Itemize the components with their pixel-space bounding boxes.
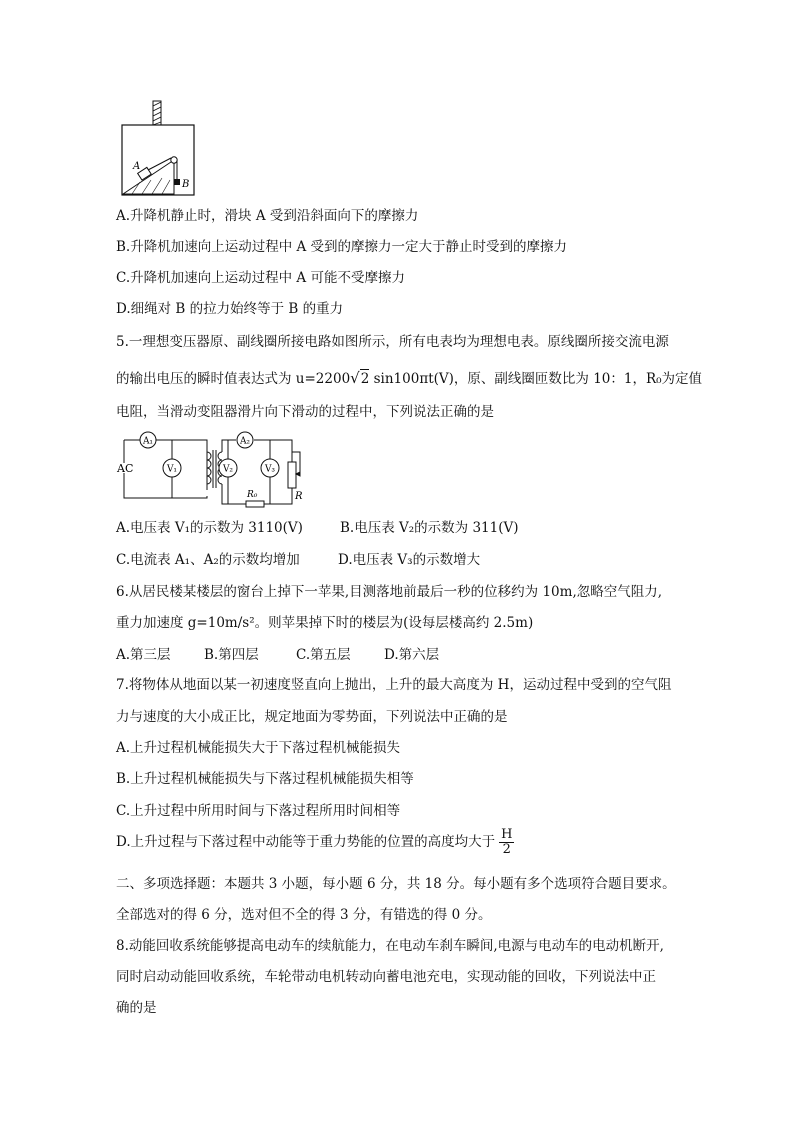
q6-option-d: D.第六层 <box>384 647 440 663</box>
incline <box>123 160 174 194</box>
q8-stem-line2: 同时启动动能回收系统，车轮带动电机转动向蓄电池充电，实现动能的回收，下列说法中正 <box>116 969 656 985</box>
q5-stem-line2: 的输出电压的瞬时值表达式为 u=2200√2 sin100πt(V)，原、副线圈匝数比为 10：1，R₀为定值 <box>116 369 703 387</box>
q5-option-d: D.电压表 V₃的示数增大 <box>338 552 481 568</box>
q7-stem-line2: 力与速度的大小成正比，规定地面为零势面，下列说法中正确的是 <box>116 709 508 725</box>
q5-stem-line3: 电阻，当滑动变阻器滑片向下滑动的过程中，下列说法正确的是 <box>116 404 494 420</box>
q4-option-b: B.升降机加速向上运动过程中 A 受到的摩擦力一定大于静止时受到的摩擦力 <box>116 239 568 255</box>
voltmeter-v1 <box>163 459 181 477</box>
q7-option-a: A.上升过程机械能损失大于下落过程机械能损失 <box>116 740 401 756</box>
q5-option-a: A.电压表 V₁的示数为 3110(V) <box>116 520 303 536</box>
fraction-denominator: 2 <box>502 842 511 857</box>
q5-stem-line2-pre: 的输出电压的瞬时值表达式为 u=2200 <box>116 371 351 387</box>
q6-option-b: B.第四层 <box>204 647 259 663</box>
q6-option-a: A.第三层 <box>116 647 171 663</box>
q7-stem-line1: 7.将物体从地面以某一初速度竖直向上抛出，上升的最大高度为 H，运动过程中受到的空气阻 <box>116 677 672 693</box>
q5-stem-line2-post: sin100πt(V)，原、副线圈匝数比为 10：1，R₀为定值 <box>373 371 703 387</box>
q7-option-d <box>116 828 514 857</box>
q5-stem-line1: 5.一理想变压器原、副线圈所接电路如图所示，所有电表均为理想电表。原线圈所接交流电源 <box>116 334 669 350</box>
svg-text:A₁: A₁ <box>142 436 154 447</box>
elevator-figure <box>118 100 200 198</box>
q5-options-row2 <box>116 551 480 569</box>
ammeter-a1 <box>140 432 156 448</box>
sqrt-value: 2 <box>360 371 370 387</box>
q4-option-a: A.升降机静止时，滑块 A 受到沿斜面向下的摩擦力 <box>116 208 419 224</box>
voltmeter-v2 <box>219 459 237 477</box>
q6-options <box>116 646 439 664</box>
q5-options-row1 <box>116 519 519 537</box>
ac-source-label: AC <box>117 462 134 475</box>
r-label: R <box>295 491 303 502</box>
q4-option-c: C.升降机加速向上运动过程中 A 可能不受摩擦力 <box>116 270 405 286</box>
fraction-h-over-2 <box>499 828 514 857</box>
fraction-numerator: H <box>501 827 513 842</box>
pulley <box>171 157 177 163</box>
svg-text:V₂: V₂ <box>222 464 234 475</box>
block-b <box>174 179 180 185</box>
q6-option-c: C.第五层 <box>296 647 351 663</box>
section2-heading-line2: 全部选对的得 6 分，选对但不全的得 3 分，有错选的得 0 分。 <box>116 907 492 923</box>
q7-option-c: C.上升过程中所用时间与下落过程所用时间相等 <box>116 803 401 819</box>
hanging-rope <box>153 101 161 125</box>
section2-heading-line1: 二、多项选择题：本题共 3 小题，每小题 6 分，共 18 分。每小题有多个选项符合题目要求。 <box>116 876 676 892</box>
q7-option-d-text: D.上升过程与下落过程中动能等于重力势能的位置的高度均大于 <box>116 834 496 850</box>
q6-stem-line2: 重力加速度 g=10m/s²。则苹果掉下时的楼层为(设每层楼高约 2.5m) <box>116 615 534 631</box>
q6-stem-line1: 6.从居民楼某楼层的窗台上掉下一苹果,目测落地前最后一秒的位移约为 10m,忽略空气阻力, <box>116 584 663 600</box>
label-a: A <box>133 161 141 172</box>
ammeter-a2 <box>237 432 253 448</box>
q8-stem-line1: 8.动能回收系统能够提高电动车的续航能力，在电动车刹车瞬间,电源与电动车的电动机断开, <box>116 938 664 954</box>
voltmeter-v3 <box>261 459 279 477</box>
q4-option-d: D.细绳对 B 的拉力始终等于 B 的重力 <box>116 301 344 317</box>
svg-text:V₁: V₁ <box>166 464 178 475</box>
q8-stem-line3: 确的是 <box>116 1000 157 1016</box>
svg-text:A₂: A₂ <box>239 436 251 447</box>
svg-text:V₃: V₃ <box>264 464 276 475</box>
label-b: B <box>182 179 190 190</box>
circuit-diagram <box>114 428 310 510</box>
q5-option-b: B.电压表 V₂的示数为 311(V) <box>340 520 519 536</box>
q5-option-c: C.电流表 A₁、A₂的示数均增加 <box>116 552 300 568</box>
r0-label: R₀ <box>247 490 258 500</box>
q7-option-b: B.上升过程机械能损失与下落过程机械能损失相等 <box>116 771 414 787</box>
